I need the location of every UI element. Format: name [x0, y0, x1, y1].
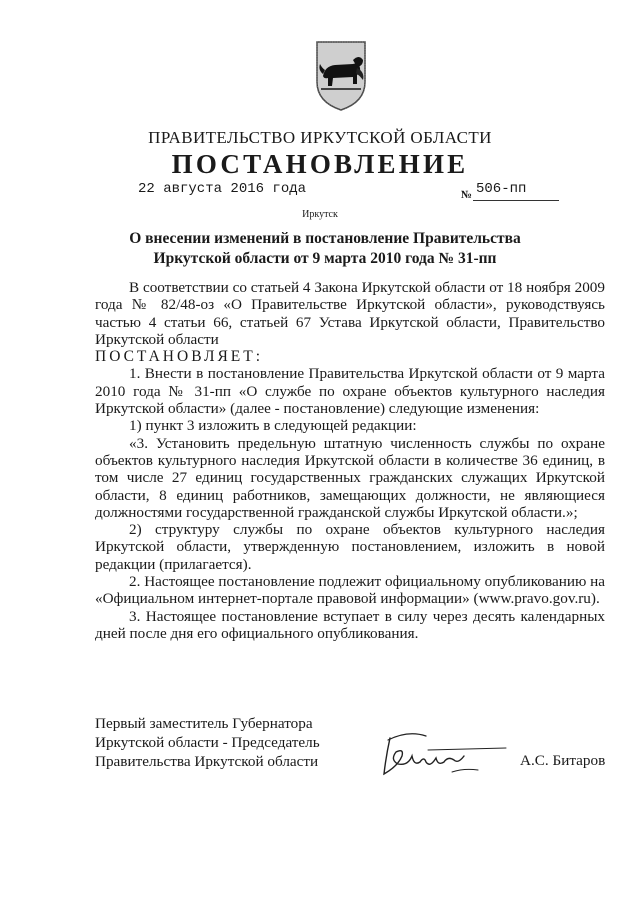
handwritten-signature	[368, 726, 508, 786]
paragraph-quoted-text: «3. Установить предельную штатную численность службы по охране объектов культурного наследия Иркутской области в количестве 36 единиц, в том числе 27 единиц государственных гражданских служащих Иркутской области, 8 единиц работников, замещающих должности, не являющиеся должностями государственной гражданской службы Иркутской области.»;	[95, 434, 605, 521]
decree-date: 22 августа 2016 года	[138, 181, 307, 197]
paragraph-resolve: ПОСТАНОВЛЯЕТ:	[95, 348, 264, 366]
document-title: О внесении изменений в постановление Правительства Иркутской области от 9 марта 2010 года № 31-пп	[129, 230, 521, 267]
paragraph-item-1: 1. Внести в постановление Правительства Иркутской области от 9 марта 2010 года № 31-пп «О службе по охране объектов культурного наследия Иркутской области» (далее - постановление) следующие изменения:	[95, 365, 605, 418]
city-name: Иркутск	[302, 209, 338, 220]
signatory-name: А.С. Битаров	[520, 752, 606, 769]
paragraph-item-2: 2. Настоящее постановление подлежит официальному опубликованию на «Официальном интернет-портале правовой информации» (www.pravo.gov.ru).	[95, 573, 605, 608]
signatory-line-2: Иркутской области - Председатель	[95, 734, 320, 751]
number-underline	[473, 200, 559, 201]
signatory-line-1: Первый заместитель Губернатора	[95, 715, 313, 732]
government-name: ПРАВИТЕЛЬСТВО ИРКУТСКОЙ ОБЛАСТИ	[148, 128, 492, 147]
document-type: ПОСТАНОВЛЕНИЕ	[171, 149, 469, 179]
decree-number: 506-пп	[476, 181, 527, 197]
signatory-line-3: Правительства Иркутской области	[95, 753, 319, 770]
number-label: №	[461, 189, 473, 201]
paragraph-preamble: В соответствии со статьей 4 Закона Иркутской области от 18 ноября 2009 года № 82/48-оз «О Правительстве Иркутской области», руководствуясь частью 4 статьи 66, статьей 67 Устава Иркутской области, Правительство Иркутской области	[95, 279, 605, 348]
document-body	[95, 279, 605, 642]
paragraph-subitem-1: 1) пункт 3 изложить в следующей редакции:	[129, 417, 417, 435]
coat-of-arms-emblem	[313, 40, 369, 112]
paragraph-item-3: 3. Настоящее постановление вступает в силу через десять календарных дней после дня его официального опубликования.	[95, 607, 605, 642]
signatory-position	[95, 714, 320, 771]
paragraph-subitem-2: 2) структуру службы по охране объектов культурного наследия Иркутской области, утвержденную постановлением, изложить в новой редакции (прилагается).	[95, 521, 605, 573]
